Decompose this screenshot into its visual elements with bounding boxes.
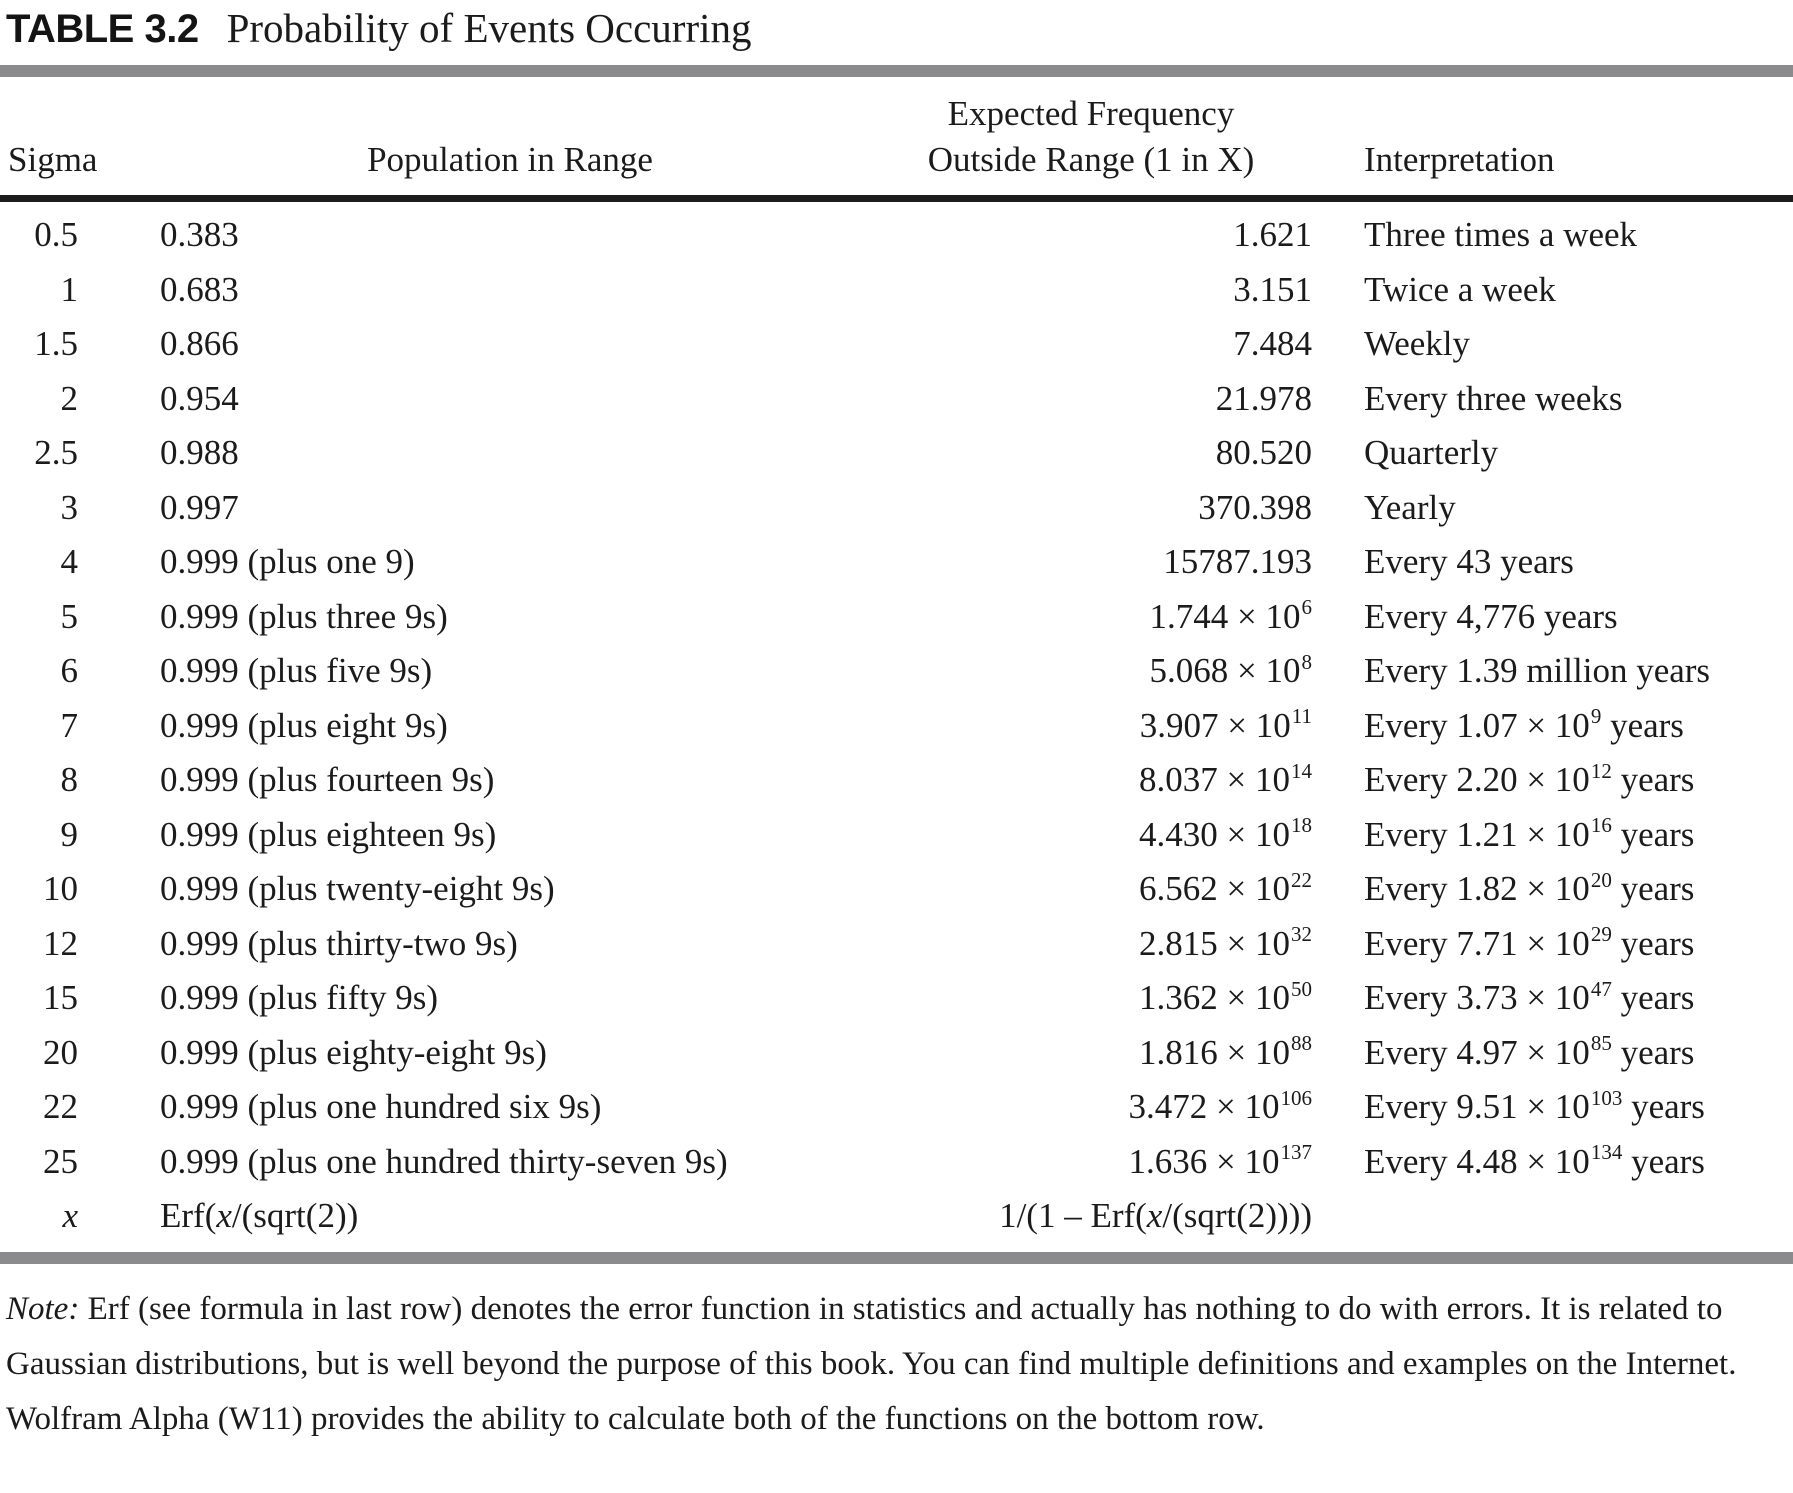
table-note — [0, 1264, 1793, 1447]
frequency-cell: $5.068 \times 10^8$ — [1149, 649, 1312, 690]
top-rule — [0, 65, 1793, 77]
population-cell: 0.999 (plus one hundred six 9s) — [160, 1087, 602, 1126]
population-cell: 0.954 — [160, 378, 239, 418]
frequency-cell: $1.362 \times 10^{50}$ — [1139, 976, 1312, 1017]
header-expected-frequency — [870, 91, 1312, 183]
population-cell: 0.999 (plus fifty 9s) — [160, 978, 439, 1017]
interpretation-cell: Every $1.21 \times 10^{16}$ years — [1364, 813, 1695, 854]
population-cell: 0.383 — [160, 215, 239, 254]
table-row — [0, 1135, 1793, 1190]
population-cell: 0.997 — [160, 487, 239, 527]
frequency-cell: $3.472 \times 10^{106}$ — [1128, 1085, 1312, 1126]
interpretation-cell: Three times a week — [1364, 215, 1638, 254]
sigma-cell: 7 — [60, 705, 78, 745]
sigma-cell: 3 — [60, 487, 78, 527]
sigma-cell: 10 — [43, 869, 78, 908]
population-cell: 0.999 (plus thirty-two 9s) — [160, 923, 518, 963]
table-row — [0, 590, 1793, 645]
frequency-cell: $1.816 \times 10^{88}$ — [1139, 1031, 1312, 1072]
table-row — [0, 208, 1793, 263]
frequency-cell: $1.636 \times 10^{137}$ — [1128, 1140, 1312, 1181]
table-number-label: TABLE 3.2 — [6, 7, 199, 51]
frequency-cell: 7.484 — [1233, 324, 1312, 363]
table-row — [0, 917, 1793, 972]
sigma-cell: 2 — [60, 378, 78, 418]
sigma-cell: 22 — [43, 1087, 78, 1126]
sigma-cell: 1.5 — [34, 324, 78, 363]
interpretation-cell: Every $1.82 \times 10^{20}$ years — [1364, 867, 1695, 908]
table-row — [0, 971, 1793, 1026]
table-header-row — [0, 77, 1793, 195]
interpretation-cell: Every 43 years — [1364, 542, 1574, 581]
sigma-cell: 0.5 — [34, 215, 78, 254]
population-cell: 0.999 (plus one hundred thirty-seven 9s) — [160, 1141, 728, 1181]
interpretation-cell: Every three weeks — [1364, 378, 1623, 418]
table-row — [0, 862, 1793, 917]
table-row — [0, 644, 1793, 699]
population-cell: 0.999 (plus three 9s) — [160, 596, 448, 636]
frequency-cell: 15787.193 — [1163, 542, 1312, 581]
header-interpretation: Interpretation — [1364, 140, 1555, 179]
frequency-cell: 3.151 — [1233, 269, 1312, 309]
interpretation-cell: Twice a week — [1364, 269, 1556, 309]
table-row — [0, 699, 1793, 754]
header-expected-frequency-line2: Outside Range (1 in X) — [927, 140, 1255, 179]
table-row — [0, 372, 1793, 427]
table-caption: Probability of Events Occurring — [226, 5, 752, 51]
table-row — [0, 263, 1793, 318]
population-cell: 0.999 (plus five 9s) — [160, 651, 433, 690]
sigma-cell: 12 — [43, 923, 78, 963]
interpretation-cell: Every $2.20 \times 10^{12}$ years — [1364, 758, 1695, 799]
frequency-cell: 21.978 — [1215, 378, 1312, 418]
title-spacer — [0, 56, 1793, 65]
header-sigma: Sigma — [8, 140, 98, 179]
sigma-cell: 9 — [60, 814, 78, 854]
sigma-cell: 6 — [60, 651, 78, 690]
note-text: Erf (see formula in last row) denotes the error function in statistics and actually has nothing to do with errors. It is related to Gaussian distributions, but is well beyond the purpose of this book. You can find multiple definitions and examples on the Internet. Wolfram Alpha (W11) provides the ability to calculate both of the functions on the bottom row. — [6, 1290, 1737, 1437]
table-row — [0, 1080, 1793, 1135]
frequency-cell: $6.562 \times 10^{22}$ — [1139, 867, 1312, 908]
interpretation-cell: Every $3.73 \times 10^{47}$ years — [1364, 976, 1695, 1017]
interpretation-cell: Every $4.97 \times 10^{85}$ years — [1364, 1031, 1695, 1072]
frequency-cell: $4.430 \times 10^{18}$ — [1139, 813, 1312, 854]
sigma-cell: 25 — [43, 1141, 78, 1181]
sigma-cell: 8 — [60, 760, 78, 799]
interpretation-cell: Every $9.51 \times 10^{103}$ years — [1364, 1085, 1705, 1126]
population-cell: 0.683 — [160, 269, 239, 309]
sigma-cell: 4 — [60, 542, 78, 581]
header-rule — [0, 195, 1793, 202]
interpretation-cell: Every 4,776 years — [1364, 596, 1618, 636]
population-cell: 0.866 — [160, 324, 239, 363]
frequency-cell: 370.398 — [1198, 487, 1312, 527]
frequency-cell: $3.907 \times 10^{11}$ — [1139, 704, 1312, 745]
sigma-cell: x — [62, 1196, 78, 1235]
frequency-cell: $1.744 \times 10^6$ — [1149, 595, 1312, 636]
population-cell: 0.999 (plus one 9) — [160, 542, 415, 581]
interpretation-cell: Every 1.39 million years — [1364, 651, 1711, 690]
population-cell: 0.988 — [160, 433, 239, 472]
table-row — [0, 481, 1793, 536]
header-population: Population in Range — [367, 140, 653, 179]
frequency-cell: 80.520 — [1215, 433, 1312, 472]
note-label: Note: — [6, 1290, 80, 1327]
population-cell: Erf(x/(sqrt(2)) — [160, 1196, 359, 1235]
interpretation-cell: Weekly — [1364, 324, 1471, 363]
table-row — [0, 753, 1793, 808]
table-row — [0, 426, 1793, 481]
interpretation-cell: Every $4.48 \times 10^{134}$ years — [1364, 1140, 1705, 1181]
table-row — [0, 808, 1793, 863]
table-body — [0, 202, 1793, 1252]
table-row — [0, 1026, 1793, 1081]
table-row — [0, 535, 1793, 590]
frequency-cell: 1/(1 – Erf(x/(sqrt(2)))) — [999, 1196, 1312, 1235]
table-row — [0, 1189, 1793, 1244]
population-cell: 0.999 (plus eighteen 9s) — [160, 814, 497, 854]
population-cell: 0.999 (plus eighty-eight 9s) — [160, 1032, 547, 1072]
sigma-cell: 15 — [43, 978, 78, 1017]
frequency-cell: $8.037 \times 10^{14}$ — [1139, 758, 1312, 799]
interpretation-cell: Every $7.71 \times 10^{29}$ years — [1364, 922, 1695, 963]
table-row — [0, 317, 1793, 372]
header-expected-frequency-line1: Expected Frequency — [947, 94, 1235, 133]
sigma-cell: 20 — [43, 1032, 78, 1072]
frequency-cell: $2.815 \times 10^{32}$ — [1139, 922, 1312, 963]
interpretation-cell: Yearly — [1364, 487, 1456, 527]
bottom-rule — [0, 1252, 1793, 1264]
table-title — [0, 0, 1793, 56]
sigma-cell: 1 — [60, 269, 78, 309]
population-cell: 0.999 (plus twenty-eight 9s) — [160, 869, 555, 908]
population-cell: 0.999 (plus eight 9s) — [160, 705, 448, 745]
interpretation-cell: Every $1.07 \times 10^9$ years — [1364, 704, 1684, 745]
sigma-cell: 5 — [60, 596, 78, 636]
population-cell: 0.999 (plus fourteen 9s) — [160, 760, 495, 799]
frequency-cell: 1.621 — [1233, 215, 1312, 254]
interpretation-cell: Quarterly — [1364, 433, 1499, 472]
sigma-cell: 2.5 — [34, 433, 78, 472]
